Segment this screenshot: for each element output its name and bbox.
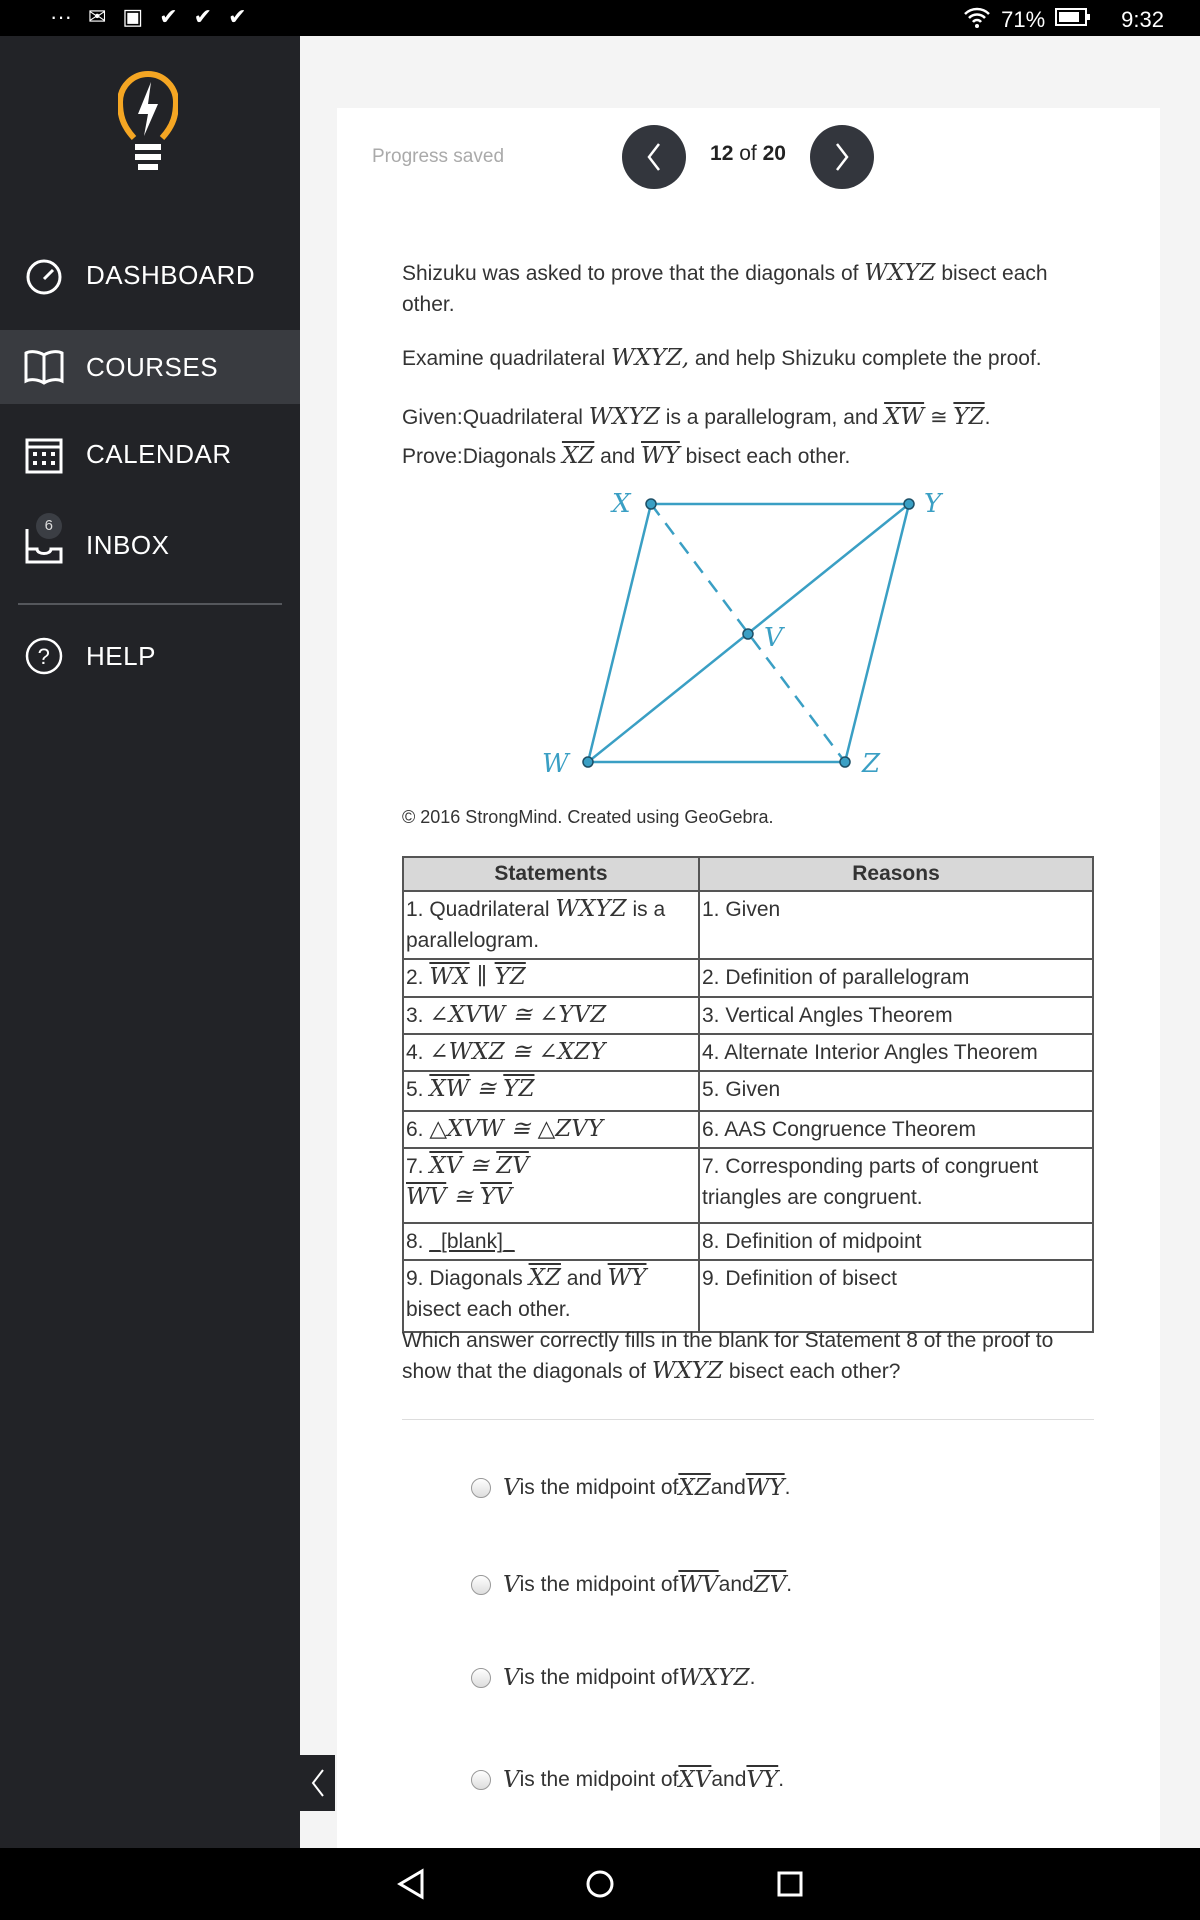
table-row: 6. △XVW ≅ △ZVY 6. AAS Congruence Theorem xyxy=(403,1111,1093,1148)
battery-icon xyxy=(1055,7,1091,33)
answer-option-4[interactable]: V is the midpoint of $\overline{XV}$ and $\overline{VY}$ . xyxy=(471,1767,784,1793)
more-icon: ··· xyxy=(50,4,72,29)
collapse-sidebar-button[interactable] xyxy=(300,1755,335,1811)
sidebar-item-dashboard[interactable] xyxy=(0,238,300,312)
table-row: 9. Diagonals $\overline{XZ}$ and $\overline{WY}$ bisect each other. 9. Definition of bisect xyxy=(403,1260,1093,1332)
prove-statement: Prove:Diagonals $\overline{XZ}$ and $\overline{WY}$ bisect each other. xyxy=(402,443,851,469)
table-row: 3. ∠XVW ≅ ∠YVZ 3. Vertical Angles Theorem xyxy=(403,997,1093,1034)
question-prompt: Which answer correctly fills in the blank for Statement 8 of the proof to show that the diagonals of WXYZ bisect each other? xyxy=(402,1329,1054,1384)
sidebar-item-label: HELP xyxy=(86,640,156,671)
calendar-icon xyxy=(22,432,66,476)
dashboard-gauge-icon xyxy=(22,253,66,297)
sidebar-item-label: DASHBOARD xyxy=(86,259,256,290)
table-row: 5. $\overline{XW}$ ≅ $\overline{YZ}$ 5. Given xyxy=(403,1071,1093,1111)
radio-button[interactable] xyxy=(471,1478,491,1498)
clock: 9:32 xyxy=(1121,7,1164,32)
table-row: 7. $\overline{XV}$ ≅ $\overline{ZV}$ $\overline{WV}$ ≅ $\overline{YV}$ 7. Corresponding parts of congruent triangles are congruent. xyxy=(403,1148,1093,1223)
mail-icon: ✉ xyxy=(87,4,107,29)
battery-percent: 71% xyxy=(1001,7,1046,32)
back-icon[interactable] xyxy=(396,1868,426,1900)
status-bar xyxy=(0,0,1200,36)
label-x: X xyxy=(612,489,631,519)
header-reasons: Reasons xyxy=(699,857,1093,891)
point-x xyxy=(646,499,656,509)
given-prove xyxy=(402,398,990,476)
help-icon xyxy=(22,634,66,678)
logo-lightbulb-icon xyxy=(118,70,178,177)
answer-option-3[interactable]: V is the midpoint of WXYZ . xyxy=(471,1665,755,1691)
sidebar-item-inbox[interactable] xyxy=(0,508,300,582)
svg-text:?: ? xyxy=(37,644,51,669)
image-icon: ▣ xyxy=(122,4,144,29)
chevron-right-icon xyxy=(832,141,852,173)
table-row: 4. ∠WXZ ≅ ∠XZY 4. Alternate Interior Angles Theorem xyxy=(403,1034,1093,1071)
label-y: Y xyxy=(924,489,942,519)
question-instruction: Examine quadrilateral WXYZ, and help Shizuku complete the proof. xyxy=(402,345,1042,371)
sidebar-divider xyxy=(18,603,282,605)
sidebar-item-calendar[interactable] xyxy=(0,417,300,491)
home-icon[interactable] xyxy=(584,1868,616,1900)
sidebar-item-courses[interactable] xyxy=(0,330,300,404)
given-statement: Given:Quadrilateral WXYZ is a parallelogram, and $\overline{XW}$ ≅ $\overline{YZ}$. xyxy=(402,404,991,430)
radio-button[interactable] xyxy=(471,1575,491,1595)
radio-button[interactable] xyxy=(471,1770,491,1790)
radio-button[interactable] xyxy=(471,1668,491,1688)
sidebar-item-label: INBOX xyxy=(86,529,170,560)
divider xyxy=(402,1419,1094,1420)
next-question-button[interactable] xyxy=(810,125,874,189)
inbox-badge: 6 xyxy=(36,513,62,539)
copyright: © 2016 StrongMind. Created using GeoGebra. xyxy=(402,807,774,827)
label-z: Z xyxy=(862,749,881,779)
table-row: 8. _[blank]_ 8. Definition of midpoint xyxy=(403,1223,1093,1260)
point-v xyxy=(743,629,753,639)
sidebar-item-help[interactable] xyxy=(0,619,300,693)
previous-question-button[interactable] xyxy=(622,125,686,189)
recents-icon[interactable] xyxy=(776,1870,804,1898)
progress-status: Progress saved xyxy=(372,146,505,167)
chevron-left-icon xyxy=(644,141,664,173)
label-v: V xyxy=(764,623,783,653)
wifi-icon xyxy=(963,5,991,35)
point-z xyxy=(840,757,850,767)
android-nav-bar xyxy=(0,1848,1200,1920)
table-row: 1. Quadrilateral WXYZ is a parallelogram. 1. Given xyxy=(403,891,1093,959)
sidebar-item-label: CALENDAR xyxy=(86,438,232,469)
parallelogram-diagram xyxy=(520,480,980,790)
check-icon: ✔ xyxy=(193,4,213,29)
sidebar xyxy=(0,36,300,1848)
inbox-icon xyxy=(22,517,66,567)
check-icon: ✔ xyxy=(159,4,178,29)
label-w: W xyxy=(542,749,569,779)
answer-option-1[interactable]: V is the midpoint of $\overline{XZ}$ and $\overline{WY}$ . xyxy=(471,1475,790,1501)
proof-table xyxy=(402,856,1094,1333)
table-row: 2. $\overline{WX}$ ∥ $\overline{YZ}$ 2. Definition of parallelogram xyxy=(403,959,1093,997)
question-counter: 12 of 20 xyxy=(710,142,786,165)
answer-option-2[interactable]: V is the midpoint of $\overline{WV}$ and $\overline{ZV}$ . xyxy=(471,1572,792,1598)
check-icon: ✔ xyxy=(228,4,247,29)
sidebar-item-label: COURSES xyxy=(86,351,219,382)
chevron-left-icon xyxy=(310,1768,326,1798)
blank-statement: _[blank]_ xyxy=(429,1230,515,1253)
point-y xyxy=(904,499,914,509)
book-icon xyxy=(22,345,66,389)
point-w xyxy=(583,757,593,767)
question-intro: Shizuku was asked to prove that the diagonals of WXYZ bisect each other. xyxy=(402,260,1048,316)
header-statements: Statements xyxy=(403,857,699,891)
